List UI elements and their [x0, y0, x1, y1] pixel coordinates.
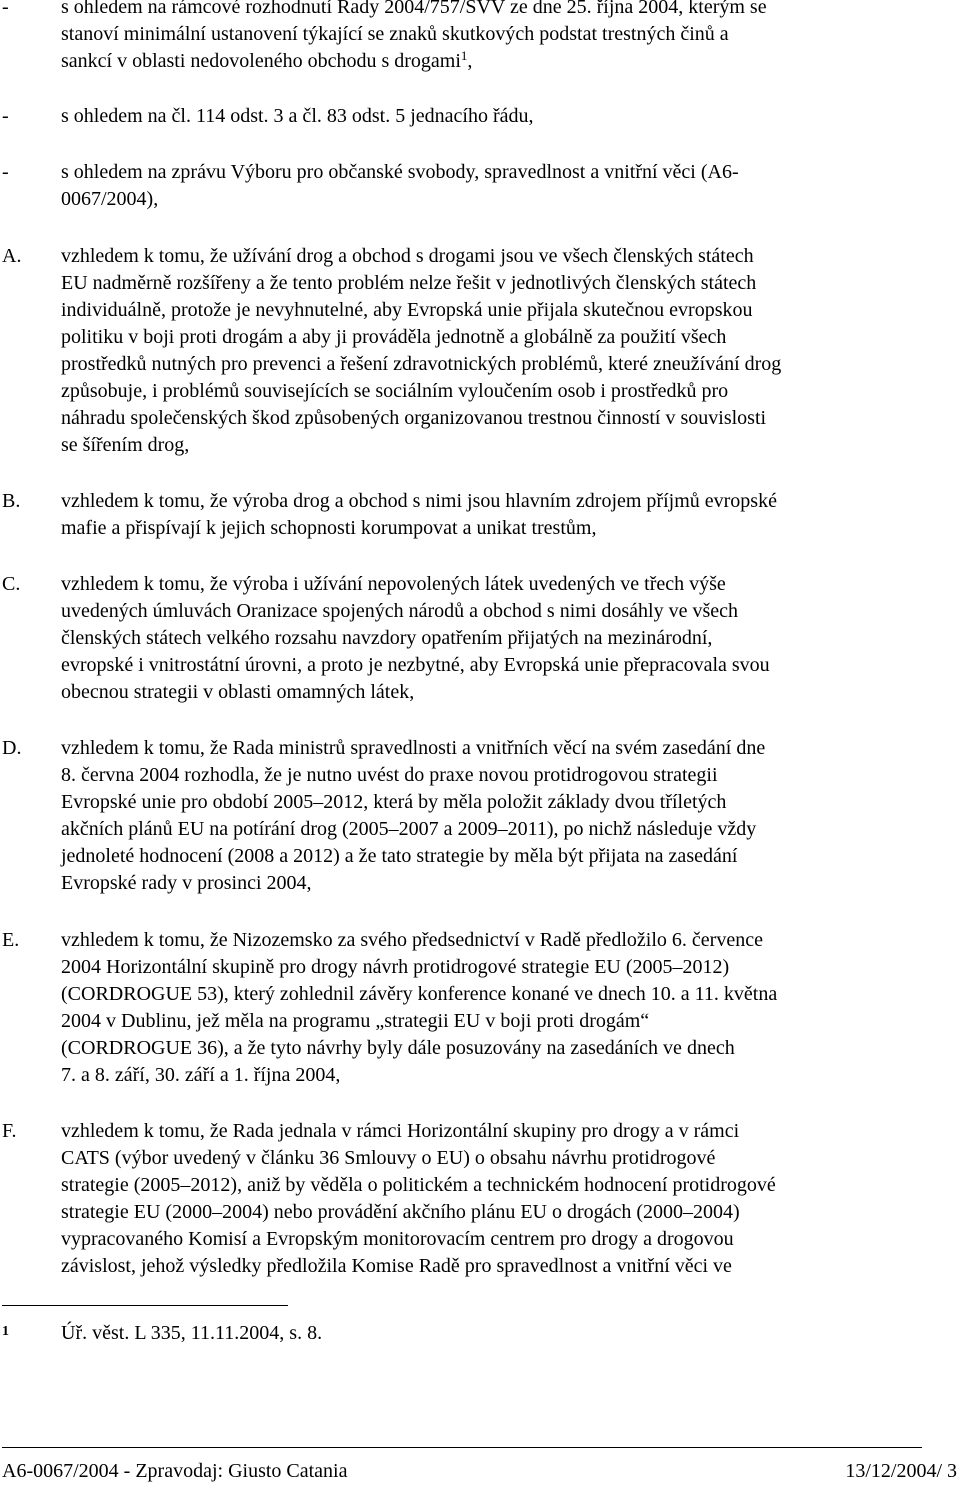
consideration-text [61, 927, 931, 1089]
text-line [61, 48, 931, 75]
text-line: vzhledem k tomu, že výroba drog a obchod s nimi jsou hlavním zdrojem příjmů evropské [61, 490, 777, 512]
text-line: se šířením drog, [61, 434, 190, 456]
text-line: obecnou strategii v oblasti omamných látek, [61, 681, 415, 703]
recital-marker: - [2, 161, 9, 183]
recital-marker: - [2, 105, 9, 127]
text-line: strategie (2005–2012), aniž by věděla o politickém a technickém hodnocení protidrogové [61, 1174, 776, 1196]
consideration-marker: A. [2, 245, 22, 267]
text-line: Evropské unie pro období 2005–2012, která by měla položit základy dvou tříletých [61, 791, 727, 813]
text-line: vzhledem k tomu, že Rada jednala v rámci Horizontální skupiny pro drogy a v rámci [61, 1120, 740, 1142]
consideration-text [61, 1118, 931, 1280]
recital-marker: - [2, 0, 9, 18]
text-line: vypracovaného Komisí a Evropským monitorovacím centrem pro drogy a drogovou [61, 1228, 734, 1250]
consideration-marker: B. [2, 490, 21, 512]
text-line: 2004 Horizontální skupině pro drogy návrh protidrogové strategie EU (2005–2012) [61, 956, 730, 978]
consideration-marker: C. [2, 573, 21, 595]
consideration-text [61, 488, 931, 542]
recital-text [61, 103, 931, 130]
text-line: (CORDROGUE 36), a že tyto návrhy byly dále posuzovány na zasedáních ve dnech [61, 1037, 735, 1059]
text-line: 2004 v Dublinu, jež měla na programu „strategii EU v boji proti drogám“ [61, 1010, 650, 1032]
text-line: stanoví minimální ustanovení týkající se znaků skutkových podstat trestných činů a [61, 23, 729, 45]
footnote-marker: 1 [2, 1324, 9, 1339]
consideration-marker: D. [2, 737, 22, 759]
recital-text [61, 159, 931, 213]
text-line: s ohledem na zprávu Výboru pro občanské svobody, spravedlnost a vnitřní věci (A6- [61, 161, 739, 183]
text-line: politiku v boji proti drogám a aby ji prováděla jednotně a globálně za použití všech [61, 326, 727, 348]
text-line: EU nadměrně rozšířeny a že tento problém nelze řešit v jednotlivých členských státech [61, 272, 757, 294]
text-line: evropské i vnitrostátní úrovni, a proto je nezbytné, aby Evropská unie přepracovala svou [61, 654, 770, 676]
recital-text [61, 0, 931, 75]
text-line: náhradu společenských škod způsobených organizovanou trestnou činností v souvislosti [61, 407, 767, 429]
text-line: vzhledem k tomu, že Nizozemsko za svého předsednictví v Radě předložilo 6. července [61, 929, 763, 951]
text-line: s ohledem na čl. 114 odst. 3 a čl. 83 odst. 5 jednacího řádu, [61, 105, 534, 127]
text-line: vzhledem k tomu, že Rada ministrů spravedlnosti a vnitřních věcí na svém zasedání dne [61, 737, 766, 759]
footer-document-reference: A6-0067/2004 - Zpravodaj: Giusto Catania [2, 1460, 348, 1482]
text-line: mafie a přispívají k jejich schopnosti korumpovat a unikat trestům, [61, 517, 597, 539]
text-line: strategie EU (2000–2004) nebo provádění akčního plánu EU o drogách (2000–2004) [61, 1201, 740, 1223]
footnote-divider [2, 1305, 288, 1306]
text-line: akčních plánů EU na potírání drog (2005–2007 a 2009–2011), po nichž následuje vždy [61, 818, 757, 840]
text-line: závislost, jehož výsledky předložila Komise Radě pro spravedlnost a vnitřní věci ve [61, 1255, 732, 1277]
text-line: individuálně, protože je nevyhnutelné, aby Evropská unie přijala skutečnou evropskou [61, 299, 753, 321]
text-line: Evropské rady v prosinci 2004, [61, 872, 312, 894]
text-line: s ohledem na rámcové rozhodnutí Rady 2004/757/SVV ze dne 25. října 2004, kterým se [61, 0, 767, 18]
text-line: 0067/2004), [61, 188, 159, 210]
consideration-text [61, 571, 931, 706]
consideration-text [61, 243, 931, 459]
text-line-content: sankcí v oblasti nedovoleného obchodu s drogami [61, 50, 461, 72]
text-line: prostředků nutných pro prevenci a řešení zdravotnických problémů, které zneužívání drog [61, 353, 782, 375]
footnote-reference[interactable]: 1 [460, 48, 468, 63]
consideration-marker: F. [2, 1120, 17, 1142]
text-line: jednoleté hodnocení (2008 a 2012) a že tato strategie by měla být přijata na zasedání [61, 845, 738, 867]
text-line: vzhledem k tomu, že výroba i užívání nepovolených látek uvedených ve třech výše [61, 573, 726, 595]
text-line: 7. a 8. září, 30. září a 1. října 2004, [61, 1064, 341, 1086]
text-line-punctuation: , [467, 50, 473, 72]
consideration-text [61, 735, 931, 897]
text-line: (CORDROGUE 53), který zohlednil závěry konference konané ve dnech 10. a 11. května [61, 983, 778, 1005]
text-line: členských státech velkého rozsahu navzdory opatřením přijatých na mezinárodní, [61, 627, 713, 649]
footer-page-info: 13/12/2004/ 3 [845, 1460, 957, 1482]
consideration-marker: E. [2, 929, 20, 951]
footer-divider [2, 1447, 922, 1448]
footnote-text: Úř. věst. L 335, 11.11.2004, s. 8. [61, 1322, 323, 1344]
text-line: vzhledem k tomu, že užívání drog a obchod s drogami jsou ve všech členských státech [61, 245, 754, 267]
text-line: 8. června 2004 rozhodla, že je nutno uvést do praxe novou protidrogovou strategii [61, 764, 718, 786]
text-line: CATS (výbor uvedený v článku 36 Smlouvy o EU) o obsahu návrhu protidrogové [61, 1147, 716, 1169]
text-line: uvedených úmluvách Oranizace spojených národů a obchod s nimi dosáhly ve všech [61, 600, 739, 622]
text-line: způsobuje, i problémů souvisejících se sociálním vyloučením osob i prostředků pro [61, 380, 729, 402]
